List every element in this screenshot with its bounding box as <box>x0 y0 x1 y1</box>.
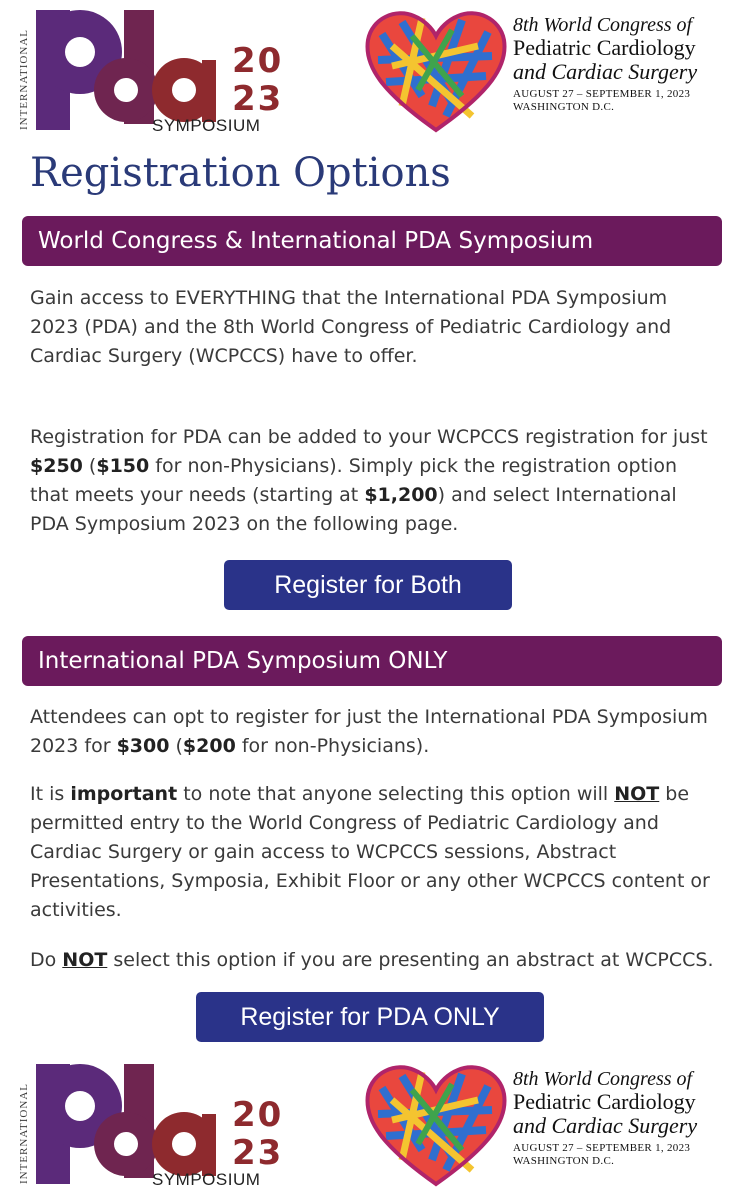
heart-logo-icon-footer <box>362 1060 510 1190</box>
congress-line1: 8th World Congress of <box>513 14 693 36</box>
price-addon: $250 <box>30 455 83 477</box>
price-start: $1,200 <box>364 484 438 506</box>
price-pda-only: $300 <box>116 735 170 757</box>
congress-line1-footer: 8th World Congress of <box>513 1068 693 1090</box>
pda-year-bottom-footer: 23 <box>232 1133 284 1173</box>
world-congress-logo-text <box>513 14 733 114</box>
header-logos <box>0 0 737 140</box>
heart-logo-icon <box>362 6 510 136</box>
congress-line3-footer: and Cardiac Surgery <box>513 1113 698 1138</box>
congress-line3: and Cardiac Surgery <box>513 59 698 84</box>
register-both-button[interactable]: Register for Both <box>224 560 512 610</box>
footer-logos <box>0 1054 737 1194</box>
register-pda-only-button[interactable]: Register for PDA ONLY <box>196 992 544 1042</box>
pda-subtitle-footer: SYMPOSIUM <box>152 1170 261 1189</box>
pda-year-top: 20 <box>232 41 284 81</box>
not-emphasis: NOT <box>614 783 660 805</box>
congress-city: WASHINGTON D.C. <box>513 101 615 113</box>
congress-dates: AUGUST 27 – SEPTEMBER 1, 2023 <box>513 88 691 100</box>
section2-intro-text: Attendees can opt to register for just the International PDA Symposium 2023 for $300 ($200 for non-Physicians). <box>30 706 708 757</box>
congress-dates-footer: AUGUST 27 – SEPTEMBER 1, 2023 <box>513 1142 691 1154</box>
pda-symposium-logo <box>14 4 294 140</box>
pda-year-bottom: 23 <box>232 79 284 119</box>
pda-year-top-footer: 20 <box>232 1095 284 1135</box>
pda-vertical-text-footer: INTERNATIONAL <box>18 1083 30 1184</box>
section-heading-pda-only: International PDA Symposium ONLY <box>22 636 722 686</box>
section2-warning-text: It is important to note that anyone selecting this option will NOT be permitted entry to the World Congress of Pediatric Cardiology and Cardiac Surgery or gain access to WCPCCS sessions, Abstract Presentations, Symposia, Exhibit Floor or any other WCPCCS content or activities. <box>30 783 710 921</box>
pda-vertical-text: INTERNATIONAL <box>18 29 30 130</box>
page-title: Registration Options <box>30 150 451 196</box>
congress-line2-footer: Pediatric Cardiology <box>513 1089 696 1114</box>
congress-line2: Pediatric Cardiology <box>513 35 696 60</box>
not-emphasis-2: NOT <box>62 949 108 971</box>
section1-intro-text: Gain access to EVERYTHING that the International PDA Symposium 2023 (PDA) and the 8th World Congress of Pediatric Cardiology and Cardiac Surgery (WCPCCS) have to offer. <box>30 287 672 367</box>
important-word: important <box>70 783 178 805</box>
pda-subtitle: SYMPOSIUM <box>152 116 261 135</box>
section2-abstract-note: Do NOT select this option if you are presenting an abstract at WCPCCS. <box>30 949 714 971</box>
pda-symposium-logo-footer <box>14 1058 294 1194</box>
section-heading-both: World Congress & International PDA Symposium <box>22 216 722 266</box>
section1-pricing-text: Registration for PDA can be added to your WCPCCS registration for just $250 ($150 for non-Physicians). Simply pick the registration option that meets your needs (starting at $1,200) and select International PDA Symposium 2023 on the following page. <box>30 426 708 535</box>
price-pda-only-nonphysician: $200 <box>182 735 236 757</box>
price-addon-nonphysician: $150 <box>96 455 150 477</box>
congress-city-footer: WASHINGTON D.C. <box>513 1155 615 1167</box>
world-congress-logo-text-footer <box>513 1068 733 1168</box>
